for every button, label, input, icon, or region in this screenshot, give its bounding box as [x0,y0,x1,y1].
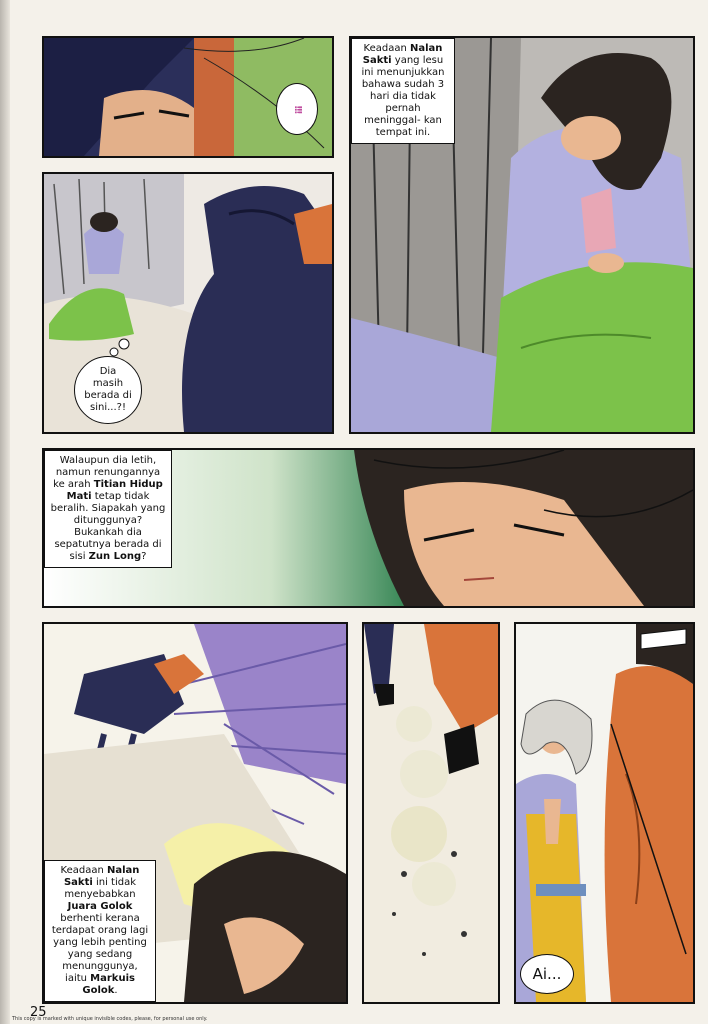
copyright-footer: This copy is marked with unique invisible codes, please, for personal use only. [12,1016,208,1022]
caption-text-3: berhenti kerana terdapat orang lagi yang lebih penting yang sedang menunggunya, iaitu [51,913,149,984]
caption-name-nalan: Nalan Sakti [63,865,140,888]
panel-2 [42,172,334,434]
caption-p4 [44,450,172,568]
caption-name-nalan: Nalan Sakti [362,43,443,66]
panel-1 [42,36,334,158]
caption-text-2: ini tidak menyebabkan [64,877,137,900]
caption-name-titian: Titian Hidup Mati [66,479,163,502]
caption-text-2: tetap tidak beralih. Siapakah yang ditunggunya? Bukankah dia sepatutnya berada di sisi [50,491,166,562]
panel-4 [42,448,695,608]
page-number: 25 [30,1005,47,1020]
panel-6 [362,622,500,1004]
speech-text: Ai... [532,965,562,983]
caption-name-markuis: Markuis Golok [82,973,135,996]
speech-line-3: berada di [84,390,132,401]
caption-p5 [44,860,156,1002]
caption-text-3: ? [141,551,147,562]
caption-text: Keadaan [60,865,108,876]
panel-7-art [516,624,693,1002]
panel-3 [349,36,695,434]
speech-bubble-surprise [276,83,318,135]
caption-text: Walaupun dia letih, namun renungannya ke arah [53,455,161,490]
caption-text-rest: yang lesu ini menunjukkan bahawa sudah 3 hari dia tidak pernah meninggal- kan tempat ini. [361,55,445,138]
caption-p3 [351,38,455,144]
page-spine-shadow [0,0,10,1024]
caption-name-juara: Juara Golok [67,901,133,912]
caption-text-4: . [114,985,118,996]
panel-7 [514,622,695,1004]
panel-6-art [364,624,498,1002]
speech-bubble-dia-masih [74,356,142,424]
speech-line-2: masih [92,378,124,389]
panel-5 [42,622,348,1004]
speech-text: !!! [292,105,303,113]
speech-line-1: Dia [99,366,117,377]
speech-line-4: sini...?! [90,402,126,413]
speech-bubble-ai [520,954,574,994]
caption-name-zunlong: Zun Long [88,551,142,562]
caption-text: Keadaan [363,43,411,54]
